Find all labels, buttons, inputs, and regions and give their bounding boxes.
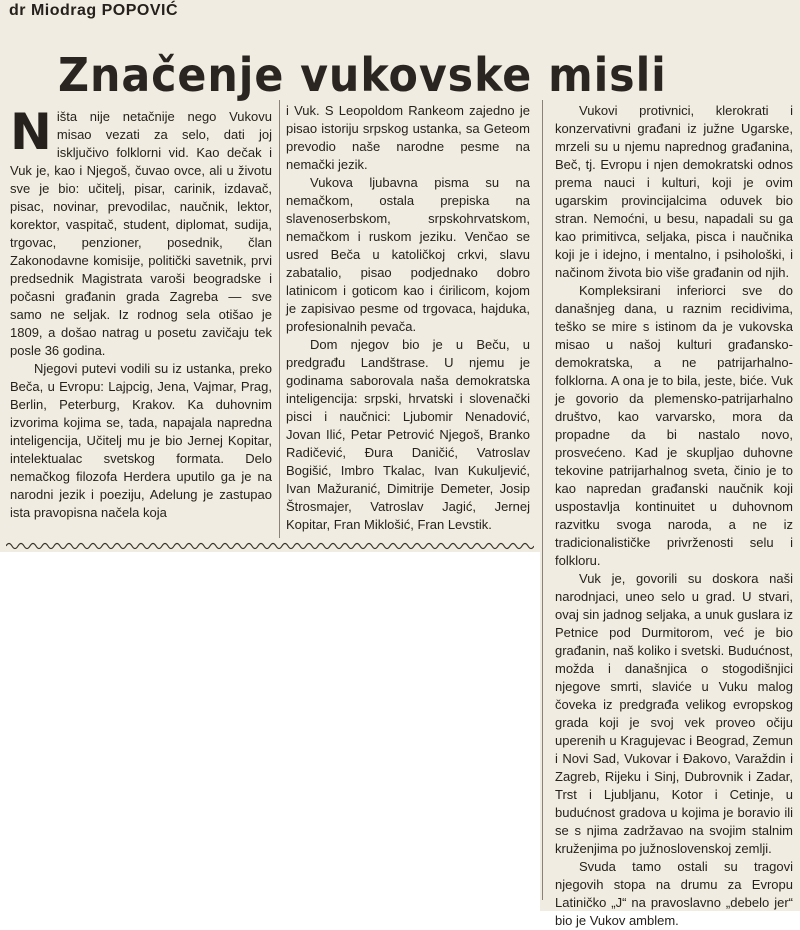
paragraph: Svuda tamo ostali su tragovi njegovih stopa na drumu za Evropu Latiničko „J“ na pravoslavno „debelo jer“ bio je Vukov amblem. bbox=[555, 859, 793, 928]
paragraph: Vukova ljubavna pisma su na nemačkom, ostala prepiska na slavenoserbskom, srpskohrvatskom, nemačkom i ruskom jeziku. Venčao se usred Beča u katoličkoj crkvi, slavu zabatalio, pisao podjednako dobro latinicom i goticom kao i ćirilicom, kojom je zapisivao pesme od trgovaca, hajduka, profesionalnih pevača. bbox=[286, 175, 530, 334]
article-column-1 bbox=[10, 103, 272, 522]
article-title: Značenje vukovske misli bbox=[58, 48, 667, 102]
article-column-3 bbox=[555, 102, 793, 930]
column-divider bbox=[542, 100, 543, 900]
paragraph: Vuk je, govorili su doskora naši narodnjaci, uneo selo u grad. U stvari, ovaj sin jadnog seljaka, a unuk guslara iz Petnice pod Durmitorom, već je bio građanin, naš koliko i svetski. Budućnost, možda i današnjica o stogodišnjici njegove smrti, slaviće u Vuku malog čoveka iz predgrađa velikog evropskog grada koji je svoj vek proveo očiju uperenih u Kragujevac i Beograd, Zemun i Novi Sad, Vukovar i Đakovo, Varaždin i Zagreb, Rijeku i Sinj, Dubrovnik i Zadar, Trst i Ljubljanu, Kotor i Cetinje, u budućnost gradova u kojima je boravio ili se s njima zadržavao na svojim stalnim kruženjima po južnoslovenskoj zemlji. bbox=[555, 571, 793, 856]
paragraph: i Vuk. S Leopoldom Rankeom zajedno je pisao istoriju srpskog ustanka, sa Geteom prevodio naše narodne pesme na nemački jezik. bbox=[286, 103, 530, 172]
wavy-separator bbox=[6, 541, 534, 551]
paragraph: Kompleksirani inferiorci sve do današnjeg dana, u raznim recidivima, teško se mire s istinom da je vukovska misao u našoj kulturi građansko-demokratska, a ne patrijarhalno-folklorna. A ona je to bila, jeste, biće. Vuk je govorio da plemensko-patrijarhalno društvo, kao varvarsko, mora da propadne da bi nastalo novo, prosvećeno. Kad je skupljao duhovne tekovine patrijarhalnog sveta, činio je to kao napredan građanski naučnik koji uspostavlja kontinuitet u duhovnom razvitku svoga naroda, a ne iz tradicionalističke privrženosti selu i folkloru. bbox=[555, 283, 793, 568]
column-divider bbox=[279, 100, 280, 538]
paragraph bbox=[10, 103, 272, 360]
paragraph: Vukovi protivnici, klerokrati i konzervativni građani iz južne Ugarske, mrzeli su u njemu naprednog građanina, Beč, tj. Evropu i njen demokratski odnos prema nauci i kulturi, koji je ovim ugarskim provincijalcima oduvek bio stran. Nemoćni, u besu, napadali su ga kao primitivca, seljaka, pisca i naučnika koji je i idejno, i mentalno, i psihološki, i načinom života bio više građanin od njih. bbox=[555, 103, 793, 280]
article-column-2 bbox=[286, 102, 530, 534]
author-byline: dr Miodrag POPOVIĆ bbox=[9, 2, 179, 19]
paragraph: Njegovi putevi vodili su iz ustanka, preko Beča, u Evropu: Lajpcig, Jena, Vajmar, Prag, Berlin, Peterburg, Krakov. Ka duhovnim izvorima kojima se, tada, napajala napredna inteligencija, Učitelj mu je bio Jernej Kopitar, intelektualac svetskog formata. Delo nemačkog filozofa Herdera uputilo ga je na narodni jezik i poeziju, Adelung je zastupao ista pravopisna načela koja bbox=[10, 361, 272, 520]
paragraph-text: išta nije netačnije nego Vukovu misao vezati za selo, dati joj isključivo folklorni vid. Kao dečak i Vuk je, kao i Njegoš, čuvao ovce, ali u životu sve je bio: učitelj, pisar, carinik, izdavač, pisac, novinar, prevodilac, naučnik, lektor, korektor, vaspitač, student, diplomat, sudija, trgovac, penzioner, posednik, član Zakonodavne komisije, politički savetnik, prvi predsednik Magistrata varoši beogradske i počasni građanin grada Zagreba — sve samo ne seljak. Iz rodnog sela otišao je 1809, a došao natrag u posetu zavičaju tek posle 36 godina. bbox=[10, 109, 272, 358]
paragraph: Dom njegov bio je u Beču, u predgrađu Landštrase. U njemu je godinama saborovala naša demokratska inteligencija: srpski, hrvatski i slovenački pisci i naučnici: Ljubomir Nenadović, Jovan Ilić, Petar Petrović Njegoš, Branko Radičević, Đura Daničić, Vatroslav Bogišić, Imbro Tkalac, Ivan Kukuljević, Ivan Mažuranić, Dimitrije Demeter, Josip Štrosmajer, Vatroslav Jagić, Jernej Kopitar, Fran Miklošić, Fran Levstik. bbox=[286, 337, 530, 532]
drop-cap: N bbox=[10, 103, 52, 161]
